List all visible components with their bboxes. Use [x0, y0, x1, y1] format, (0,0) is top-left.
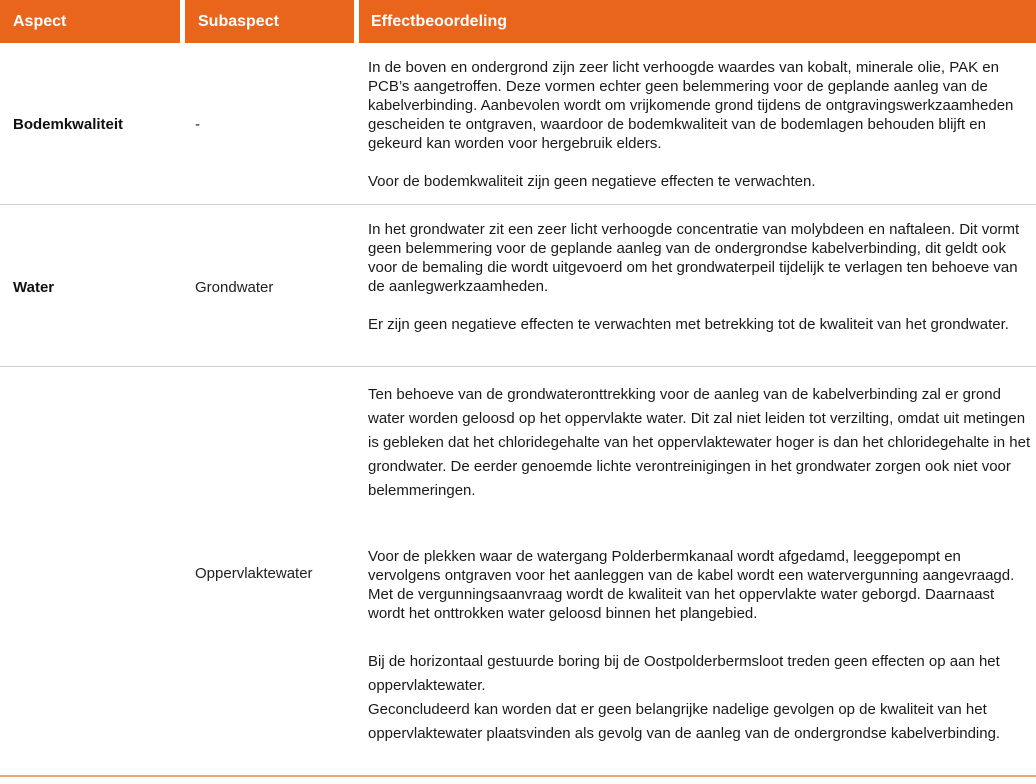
effect-paragraph: Ten behoeve van de grondwateronttrekking voor de aanleg van de kabelverbinding zal er grond water worden geloosd op het oppervlakte water. Dit zal niet leiden tot verzilting, omdat uit metingen is gebleken dat het chloridegehalte van het oppervlaktewater hoger is dan het chloridegehalte in het grondwater. De eerder genoemde lichte verontreinigingen in het grondwater zorgen ook niet voor belemmeringen. [368, 386, 1031, 499]
effect-paragraph: Bij de horizontaal gestuurde boring bij de Oostpolderbermsloot treden geen effecten op aan het oppervlaktewater. [368, 653, 1000, 694]
table-bottom-border [0, 775, 1036, 777]
effect-paragraph: Voor de plekken waar de watergang Polderbermkanaal wordt afgedamd, leeggepompt en vervolgens ontgraven voor het aanleggen van de kabel wordt een watervergunning aangevraagd. Met de vergunningsaanvraag wordt de kwaliteit van het oppervlakte water geborgd. Daarnaast wordt het onttrokken water geloosd binnen het plangebied. [368, 548, 1015, 622]
header-effect: Effectbeoordeling [359, 0, 1036, 43]
row-effect-text [368, 650, 1032, 746]
row-divider [0, 204, 1036, 205]
row-aspect: Bodemkwaliteit [13, 116, 124, 133]
row-aspect: Water [13, 279, 55, 296]
header-subaspect: Subaspect [185, 0, 354, 43]
row-effect-text [368, 383, 1032, 503]
row-subaspect: Grondwater [195, 279, 274, 296]
effect-paragraph: Geconcludeerd kan worden dat er geen belangrijke nadelige gevolgen op de kwaliteit van het oppervlaktewater plaatsvinden als gevolg van de aanleg van de ondergrondse kabelverbinding. [368, 701, 1001, 742]
row-subaspect: - [195, 116, 200, 133]
row-effect-text [368, 547, 1032, 623]
row-subaspect: Oppervlaktewater [195, 565, 313, 582]
effect-paragraph: In het grondwater zit een zeer licht verhoogde concentratie van molybdeen en naftaleen. Dit vormt geen belemmering voor de geplande aanleg van de ondergrondse kabelverbinding, dit geldt ook voor de bemaling die wordt uitgevoerd om het grondwaterpeil tijdelijk te verlagen ten behoeve van de aanlegwerkzaamheden. [368, 221, 1020, 295]
effect-paragraph: In de boven en ondergrond zijn zeer licht verhoogde waardes van kobalt, minerale olie, PAK en PCB’s aangetroffen. Deze vormen echter geen belemmering voor de geplande aanleg van de kabelverbinding. Aanbevolen wordt om vrijkomende grond tijdens de ontgravingswerkzaamheden gescheiden te ontgraven, waardoor de bodemkwaliteit van de bodemlagen behouden blijft en gekeurd kan worden voor hergebruik elders. [368, 59, 1014, 152]
effect-paragraph: Voor de bodemkwaliteit zijn geen negatieve effecten te verwachten. [368, 173, 816, 190]
row-effect-text [368, 58, 1032, 191]
row-effect-text [368, 220, 1032, 334]
effect-paragraph: Er zijn geen negatieve effecten te verwachten met betrekking tot de kwaliteit van het grondwater. [368, 316, 1009, 333]
header-aspect: Aspect [0, 0, 180, 43]
row-divider [0, 366, 1036, 367]
